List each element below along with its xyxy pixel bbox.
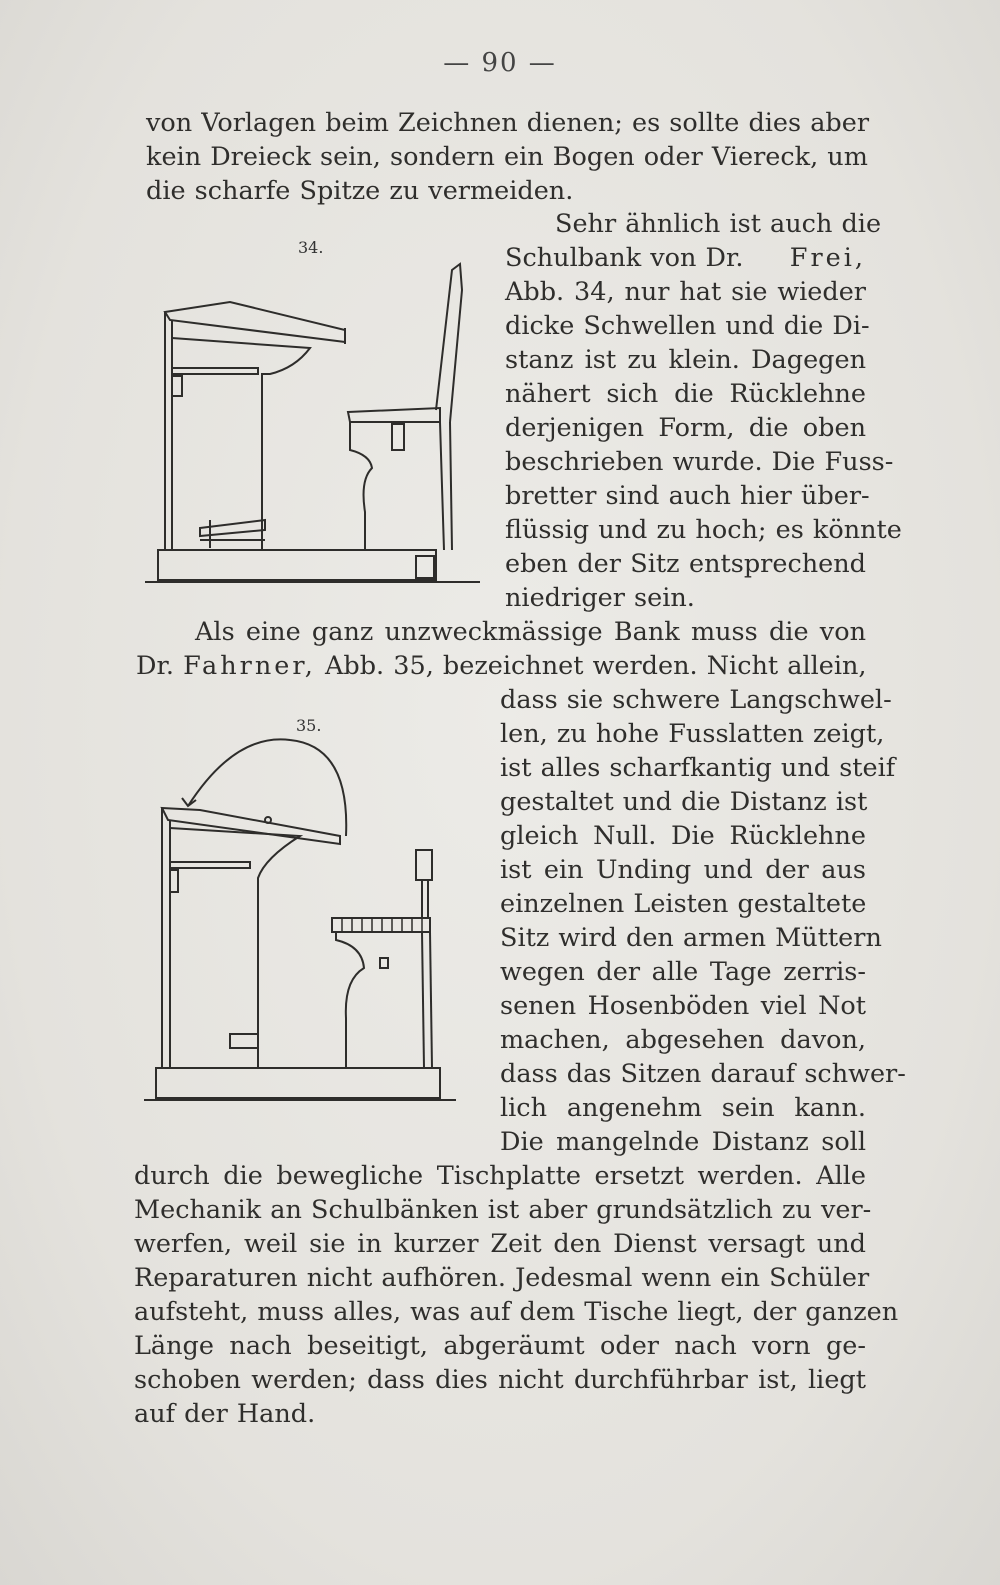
text-line: eben der Sitz entsprechend (505, 549, 866, 579)
text-line-with-name (136, 650, 866, 683)
text-line: gestaltet und die Distanz ist (500, 787, 868, 817)
text-line: derjenigen Form, die oben (505, 413, 866, 443)
text-line: bretter sind auch hier über- (505, 481, 870, 511)
school-bench-drawing-34 (140, 250, 485, 595)
figure-34-label: 34. (298, 238, 324, 257)
text-line: einzelnen Leisten gestaltete (500, 889, 867, 919)
text-line: len, zu hohe Fusslatten zeigt, (500, 719, 885, 749)
text-fragment: Dr. (136, 651, 174, 681)
text-line: senen Hosenböden viel Not (500, 991, 866, 1021)
text-line: auf der Hand. (134, 1399, 316, 1429)
text-line: stanz ist zu klein. Dagegen (505, 345, 866, 375)
text-line: schoben werden; dass dies nicht durchführbar ist, liegt (134, 1365, 866, 1395)
text-line: Reparaturen nicht aufhören. Jedesmal wenn ein Schüler (134, 1263, 870, 1293)
text-line: von Vorlagen beim Zeichnen dienen; es sollte dies aber (146, 108, 870, 138)
text-line: niedriger sein. (505, 583, 695, 613)
text-line: durch die bewegliche Tischplatte ersetzt werden. Alle (134, 1161, 866, 1191)
text-line: aufsteht, muss alles, was auf dem Tische liegt, der ganzen (134, 1297, 899, 1327)
text-line: gleich Null. Die Rücklehne (500, 821, 866, 851)
figure-35-school-bench (140, 728, 485, 1113)
text-line: nähert sich die Rücklehne (505, 379, 866, 409)
text-line: machen, abgesehen davon, (500, 1025, 866, 1055)
text-line: beschrieben wurde. Die Fuss- (505, 447, 894, 477)
text-line: Länge nach beseitigt, abgeräumt oder nach vorn ge- (134, 1331, 866, 1361)
text-line: dicke Schwellen und die Di- (505, 311, 870, 341)
text-line: die scharfe Spitze zu vermeiden. (146, 176, 574, 206)
text-line-with-name (505, 242, 866, 275)
page-number: — 90 — (443, 48, 557, 78)
text-line: Sehr ähnlich ist auch die (555, 209, 882, 239)
text-fragment: Schulbank von Dr. (505, 243, 744, 273)
text-line: Die mangelnde Distanz soll (500, 1127, 866, 1157)
text-line: werfen, weil sie in kurzer Zeit den Dienst versagt und (134, 1229, 866, 1259)
text-line: ist ein Unding und der aus (500, 855, 866, 885)
figure-34-school-bench (140, 250, 485, 595)
text-line: lich angenehm sein kann. (500, 1093, 866, 1123)
text-fragment: Abb. 35, bezeichnet werden. Nicht allein, (324, 651, 867, 681)
school-bench-drawing-35 (140, 728, 485, 1113)
person-name-fahrner: Fahrner, (183, 651, 316, 681)
text-line: Mechanik an Schulbänken ist aber grundsätzlich zu ver- (134, 1195, 872, 1225)
person-name-frei: Frei, (789, 243, 866, 273)
text-line: Sitz wird den armen Müttern (500, 923, 882, 953)
text-line: Abb. 34, nur hat sie wieder (505, 277, 866, 307)
text-line: ist alles scharfkantig und steif (500, 753, 896, 783)
text-line: wegen der alle Tage zerris- (500, 957, 866, 987)
text-line: kein Dreieck sein, sondern ein Bogen oder Viereck, um (146, 142, 868, 172)
figure-35-label: 35. (296, 716, 322, 735)
text-line: flüssig und zu hoch; es könnte (505, 515, 902, 545)
text-line: Als eine ganz unzweckmässige Bank muss die von (195, 617, 866, 647)
text-line: dass sie schwere Langschwel- (500, 685, 892, 715)
text-line: dass das Sitzen darauf schwer- (500, 1059, 906, 1089)
